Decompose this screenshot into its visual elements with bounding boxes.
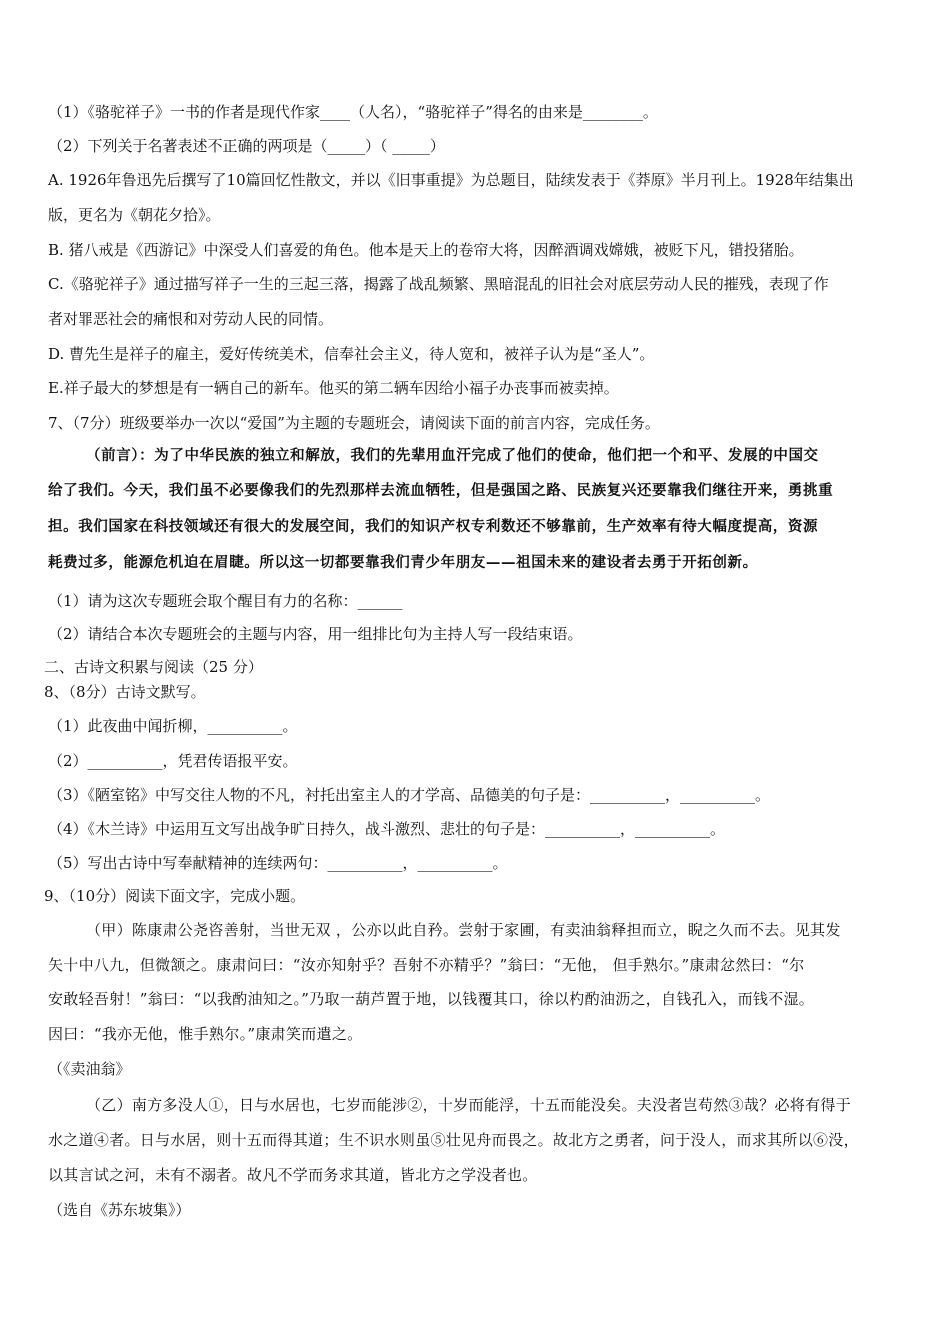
q8-title: 8、（8分）古诗文默写。 — [44, 683, 206, 701]
q8-sub2: （2）__________，凭君传语报平安。 — [48, 752, 298, 770]
q7-sub1: （1）请为这次专题班会取个醒目有力的名称：______ — [48, 592, 403, 610]
q6-option-a-line1: A. 1926年鲁迅先后撰写了10篇回忆性散文，并以《旧事重提》为总题目，陆续发表于《莽原》半月刊上。1928年结集出 — [48, 171, 854, 189]
q9-yi-line2: 水之道④者。日与水居，则十五而得其道；生不识水则虽⑤壮见舟而畏之。故北方之勇者，问于没人，而求其所以⑥没， — [48, 1131, 859, 1149]
q9-title: 9、（10分）阅读下面文字，完成小题。 — [44, 887, 306, 905]
q6-option-a-line2: 版，更名为《朝花夕拾》。 — [48, 206, 221, 224]
q7-sub2: （2）请结合本次专题班会的主题与内容，用一组排比句为主持人写一段结束语。 — [48, 625, 583, 643]
section-two-heading: 二、古诗文积累与阅读（25 分） — [44, 658, 263, 676]
q6-option-c-line1: C.《骆驼祥子》通过描写祥子一生的三起三落，揭露了战乱频繁、黑暗混乱的旧社会对底层劳动人民的摧残，表现了作 — [48, 275, 829, 293]
q7-preface-line4: 耗费过多，能源危机迫在眉睫。所以这一切都要靠我们青少年朋友——祖国未来的建设者去勇于开拓创新。 — [48, 554, 758, 571]
q8-sub4: （4）《木兰诗》中运用互文写出战争旷日持久，战斗激烈、悲壮的句子是：__________，__________。 — [48, 820, 726, 838]
q6-option-c-line2: 者对罪恶社会的痛恨和对劳动人民的同情。 — [48, 310, 334, 328]
q6-sub1: （1）《骆驼祥子》一书的作者是现代作家____（人名），“骆驼祥子”得名的由来是________。 — [48, 103, 658, 121]
q6-option-e: E.祥子最大的梦想是有一辆自己的新车。他买的第二辆车因给小福子办丧事而被卖掉。 — [48, 379, 619, 397]
q9-jia-source: （《卖油翁》 — [48, 1060, 131, 1078]
q9-jia-line1: （甲）陈康肃公尧咨善射，当世无双 ，公亦以此自矜。尝射于家圃，有卖油翁释担而立，睨之久而不去。见其发 — [86, 921, 841, 939]
q8-sub3: （3）《陋室铭》中写交往人物的不凡，衬托出室主人的才学高、品德美的句子是：__________，__________。 — [48, 786, 771, 804]
q6-sub2: （2）下列关于名著表述不正确的两项是（_____）（ _____） — [48, 137, 445, 155]
q7-preface-line3: 担。我们国家在科技领域还有很大的发展空间，我们的知识产权专利数还不够靠前，生产效率有待大幅度提高，资源 — [48, 518, 819, 535]
q6-option-b: B. 猪八戒是《西游记》中深受人们喜爱的角色。他本是天上的卷帘大将，因醉酒调戏嫦娥，被贬下凡，错投猪胎。 — [48, 241, 804, 259]
q8-sub5: （5）写出古诗中写奉献精神的连续两句：__________，__________。 — [48, 854, 508, 872]
q9-jia-line2: 矢十中八九，但微颔之。康肃问曰：“汝亦知射乎？吾射不亦精乎？”翁曰：“无他， 但手熟尔。”康肃忿然曰：“尔 — [48, 956, 805, 974]
q7-preface-line2: 给了我们。今天，我们虽不必要像我们的先烈那样去流血牺牲，但是强国之路、民族复兴还要靠我们继往开来，勇挑重 — [48, 482, 834, 499]
q7-preface-line1: （前言）：为了中华民族的独立和解放，我们的先辈用血汗完成了他们的使命，他们把一个和平、发展的中国交 — [86, 447, 819, 464]
q9-jia-line3: 安敢轻吾射！”翁曰：“以我酌油知之。”乃取一葫芦置于地，以钱覆其口，徐以杓酌油沥之，自钱孔入，而钱不湿。 — [48, 990, 815, 1008]
q9-yi-source: （选自《苏东坡集》） — [48, 1201, 191, 1219]
q9-yi-line1: （乙）南方多没人①，日与水居也，七岁而能涉②，十岁而能浮，十五而能没矣。夫没者岂苟然③哉？必将有得于 — [86, 1096, 852, 1114]
q7-title: 7、（7分）班级要举办一次以“爱国”为主题的专题班会，请阅读下面的前言内容，完成任务。 — [48, 414, 660, 432]
q9-yi-line3: 以其言试之河，未有不溺者。故凡不学而务求其道，皆北方之学没者也。 — [48, 1166, 538, 1184]
q8-sub1: （1）此夜曲中闻折柳，__________。 — [48, 717, 298, 735]
q6-option-d: D. 曹先生是祥子的雇主，爱好传统美术，信奉社会主义，待人宽和，被祥子认为是“圣人”。 — [48, 345, 655, 363]
q9-jia-line4: 因曰：“我亦无他，惟手熟尔。”康肃笑而遣之。 — [48, 1025, 363, 1043]
